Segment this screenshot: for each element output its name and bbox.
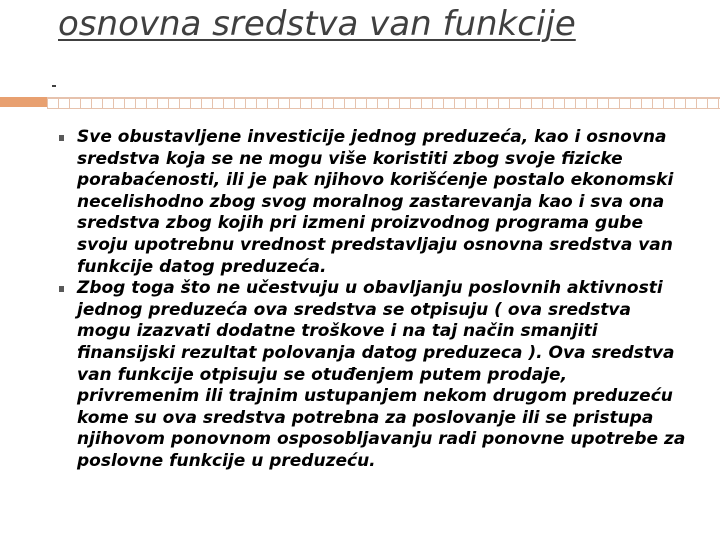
bullet-text: Zbog toga što ne učestvuju u obavljanju poslovnih aktivnosti jednog preduzeća ova sredstva se otpisuju ( ova sredstva mogu izazvati dodatne troškove i na taj način smanjiti finansijski rezultat polovanja datog preduzeca ). Ova sredstva van funkcije otpisuju se otuđenjem putem prodaje, privremenim ili trajnim ustupanjem nekom drugom preduzeću kome su ova sredstva potrebna za poslovanje ili se pristupa njihovom ponovnom osposobljavanju radi ponovne upotrebe za poslovne funkcije u preduzeću. bbox=[77, 278, 686, 471]
title-tick-mark bbox=[52, 85, 56, 87]
accent-square bbox=[0, 97, 47, 107]
square-bullet-icon bbox=[59, 286, 64, 292]
slide-title: osnovna sredstva van funkcije bbox=[58, 4, 576, 44]
bullet-list bbox=[0, 127, 690, 473]
bullet-text: Sve obustavljene investicije jednog preduzeća, kao i osnovna sredstva koja se ne mogu više koristiti zbog svoje fizicke porabaćenosti, ili je pak njihovo korišćenje postalo ekonomski necelishodno zbog svog moralnog zastarevanja kao i sva ona sredstva zbog kojih pri izmeni proizvodnog programa gube svoju upotrebnu vrednost predstavljaju osnovna sredstva van funkcije datog preduzeća. bbox=[77, 127, 674, 277]
accent-grid-bar bbox=[47, 97, 720, 109]
square-bullet-icon bbox=[59, 135, 64, 141]
bullet-item bbox=[0, 278, 690, 472]
bullet-item bbox=[0, 127, 690, 278]
